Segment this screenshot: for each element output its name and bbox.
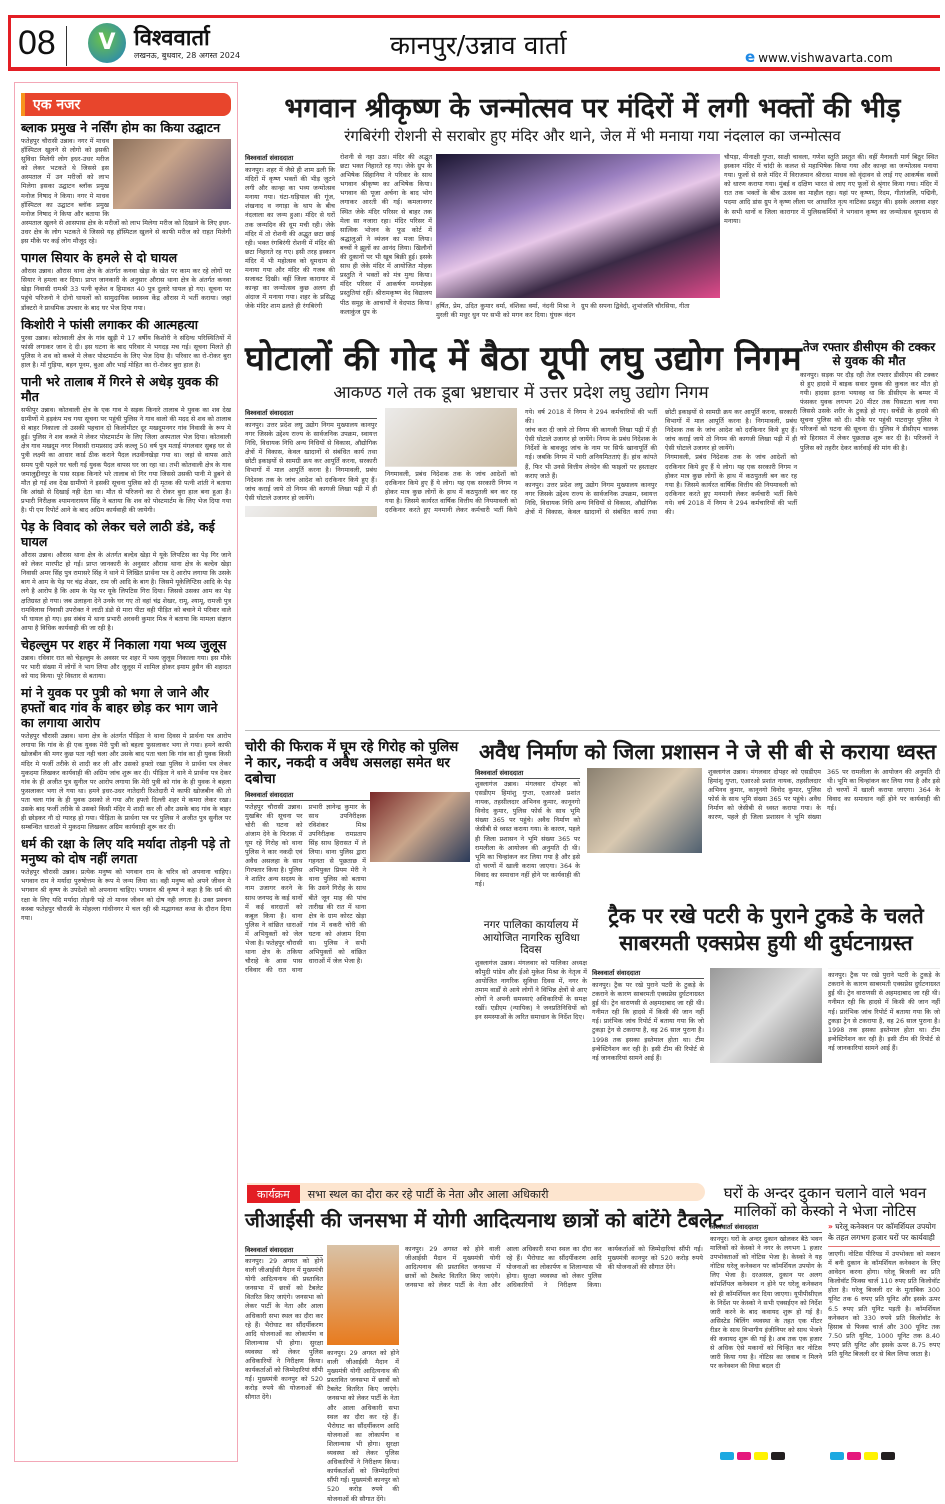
- browser-icon: e: [745, 48, 756, 66]
- second-body-text: कानपुर। उत्तर प्रदेश लघु उद्योग निगम मुख्यालय कानपुर नगर जिसके उद्देश्य राज्य के सार्वजनिक उपक्रम, स्वायत्त निधि, विधायक निधि अन्य निधियों से विकास, औद्योगिक क्षेत्रों में विकास, केवल खादानों से संबंधित कार्य तथा छोटी इकाइयों से सामग्री क्रय कर आपूर्ति करना, सरकारी विभागों में माल आपूर्ति करना है। निगमावली, प्रबंध निदेशक तक के जांच आदेश को दरकिनार किये हुए हैं। जांच कराई जाये तो निगम की कागजी लिखा पढ़ी में ही ऐसी घोटाले उजागर हो जायेंगे।: [525, 408, 797, 517]
- arrested-gang-photo: [370, 792, 470, 862]
- chori-story: [245, 735, 470, 1175]
- gic-story: [245, 1245, 705, 1503]
- byline: विश्ववार्ता संवाददाता: [245, 790, 470, 801]
- gic-body: कानपुर। 29 अगस्त को होने वाली जीआईसी मैदान में मुख्यमंत्री योगी आदित्यनाथ की प्रस्तावित जनसभा में छात्रों को टैबलेट वितरित किए जाएंगे। जनसभा को लेकर पार्टी के नेता और आला अधिकारी सभा स्थल का दौरा कर रहे हैं। भैरोघाट का सौंदर्यीकरण आदि योजनाओं का लोकार्पण व शिलान्यास भी होगा। सुरक्षा व्यवस्था को लेकर पुलिस अधिकारियों ने निरीक्षण किया। कार्यकर्ताओं को जिम्मेदारियां सौंपी गईं। मुख्यमंत्री कानपुर को 520 करोड़ रुपये की योजनाओं की सौगात देंगे।: [405, 1245, 703, 1290]
- second-body-text: जांच करा दी जाये तो निगम की कागजी लिखा पढ़ी में ही ऐसी घोटाले उजागर हो जायेंगे। निगम के प्रबंध निदेशक के निर्देशों के बावजूद जांच के नाम पर सिर्फ खानापूर्ति की गई। जबकि निगम में भारी अनियमितताएं हैं। हांथ कांपते हैं, फिर भी उनसे वित्तीय लेनदेन की फाइलों पर हस्ताक्षर कराए जाते हैं।: [525, 426, 657, 480]
- yogi-adityanath-photo: [327, 1245, 399, 1345]
- gic-headline: जीआईसी की जनसभा में योगी आदित्यनाथ छात्रों को बांटेंगे टैबलेट: [245, 1208, 723, 1232]
- nagar-palika-story: [475, 905, 587, 1175]
- story-body: सफीपुर उन्नाव। कोतवाली क्षेत्र के एक गाव मे सड़क किनारे तालाब मे युवक का शव देख ग्रामीणों मे हड़कंप मच गया सूचना पर पहुंची पुलिस ने गाव वालो की मदद से शव को तालाब से बाहर निकाला तो उसकी पहचान दो किलोमीटर दूर मखदूमनगर गांव निवासी के रूप मे हुई। पुलिस ने शव कब्जे मे लेकर पोस्टमार्टम के लिए जिला अस्पताल भेज दिया। कोतवाली क्षेत्र गाव मखदूम नगर निवासी रामप्रसाद उर्फ कल्लू 50 वर्ष पुत्र मताई मंगलवार सुबह घर से पुत्री लक्ष्मी का आधार कार्ड ठीक कराने पैदल लउवीनखेड़ा गया था। जहां से वापस आते समय पुत्री पहले घर चली गई युवक पैदल वापस घर जा रहा था। तभी कोतवाली क्षेत्र के गाव जमालुद्दीनपुर के पास सड़क किनारे भरे तालाब वो गिर गया जिससे उसकी पानी मे डूबने से मौत हो गई शव देख ग्रामीणो ने इसकी सूचना पुलिस को दी मृतक की पत्नी शांती ने बताया कि आंखो से दिखाई नही देता था। मौत से परिजनो का रो रोकर बुरा हाल बना हुआ है। प्रभारी निरीक्षक श्यामनारायण सिंह ने बताया कि शव को पोस्टमार्टम के लिए भेज दिया गया है। पी एम रिपोर्ट आने के बाद अग्रिम कार्यवाही की जायेगी।: [21, 405, 231, 514]
- yellow-swatch: [754, 1452, 768, 1460]
- lead-body: रोशनी से नहा उठा। मंदिर की अद्भुत छटा भक्त निहारते रह गए। जेके ग्रुप के अभिषेक सिंहानिया ने परिवार के साथ भगवान श्रीकृष्ण का अभिषेक किया। भगवान की पूजा अर्चना के बाद भोग लगाकर आरती की गई। कमलानगर स्थित जेके मंदिर परिसर से बाहर तक मेला सा नजारा रहा। मंदिर परिसर में सात्विक भोजन के फूड कोर्ट में श्रद्धालुओं ने व्यंजन का मजा लिया। बच्चों ने झूलों का आनंद लिया। खिलौनों की दुकानों पर भी खूब बिक्री हुई। इसके साथ ही जेके मंदिर में आयोजित मोहक प्रस्तुति ने भक्तों को मंत्र मुग्ध किया। मंदिर परिसर में आकर्षण मनमोहक प्रस्तुतियां रहीं। श्रीरामकृष्ण वेद विद्यालय पीठ समूह के आचार्यों ने वेदपाठ किया। कलाकुंज ग्रुप के: [340, 153, 432, 316]
- lead-body: कानपुर। शहर में जैसे ही शाम ढली कि मंदिरों में कृष्ण भक्तों की भीड़ जुटने लगी और कान्हा का भव्य जन्मोत्सव मनाया गया। घंटा-घड़ियाल की गूंज, शंखनाद व नगाड़ा के थाप के बीच नंदलाला का जन्म हुआ। मंदिर से घरों तक जन्मदिन की धूम मची रही। जेके मंदिर में तो रोशनी की अद्भुत छटा छाई रही। भक्त रंगबिरंगी रोशनी में मंदिर की छटा निहारते रह गए। इसी तरह इस्कान मंदिर में भी महोत्सव को धूमधाम से मनाया गया और मंदिर की गजब की सजावट दिखी। वहीं जिला कारागार में कान्हा का जन्मोत्सव कुछ अलग ही अंदाज में मनाया गया। शहर के प्रसिद्ध जेके मंदिर शाम ढलते ही रंगबिरंगी: [245, 166, 335, 311]
- story-body: फतेहपुर चौरासी उन्नाव। प्रत्येक मनुष्य को भगवान राम के चरित्र को अपनाना चाहिए। भगवान राम ने मर्यादा पुरुषोत्तम के रूप मे जन्म लिया था। वही मनुष्य को अपने जीवन मे भगवान श्री कृष्ण के उपदेशो को अपनाना चाहिए। भगवान श्री कृष्ण ने कहा है कि धर्म की रक्षा के लिए यदि मर्यादा तोड़नी पड़े तो मानव जीवन को दोष नही लगता है। उक्त प्रवचन कस्बा फतेहपुर चौरासी के मोहल्ला गांधीनगर मे चल रही श्री मद्भागवत कथा के दौरान दिया गया।: [21, 868, 231, 922]
- color-registration-marks: [720, 1452, 785, 1462]
- story-headline: ब्लाक प्रमुख ने नर्सिंग होम का किया उद्घाटन: [21, 120, 221, 135]
- byline: विश्ववार्ता संवाददाता: [475, 768, 580, 779]
- brand-logo: V: [88, 23, 126, 63]
- kesco-notice-story: [710, 1180, 940, 1450]
- sidebar-headline: तेज रफ्तार डीसीएम की टक्कर से युवक की मौत: [802, 340, 936, 369]
- track-headline: ट्रैक पर रखे पटरी के पुराने टुकडे के चलते साबरमती एक्सप्रेस हुयी थी दुर्घटनाग्रस्त: [608, 904, 924, 956]
- karyakram-banner: [247, 1183, 705, 1201]
- second-body-text: निगमावली, प्रबंध निदेशक तक के जांच आदेशों को दरकिनार किये हुए हैं ये लोग। यह एक सरकारी निगम न होकर मात्र कुछ लोगों के हाथ में कठपुतली बन कर रह गया है। जिसमे कार्यरत वार्षिक वित्तीय की नियमावली को दरकिनार करते हुए मनमानी लेकर कर्मचारी भर्ती किये गये। वर्ष 2018 में निगम ने 294 कर्मचारियों की भर्ती की।: [665, 453, 797, 517]
- story-body: औरास उन्नाव। औरास थाना क्षेत्र के अंतर्गत कनवा खेड़ा के खेत पर काम कर रहे लोगों पर सियार ने हमला कर दिया। प्राप्त जानकारी के अनुसार औरास थाना क्षेत्र के अंतर्गत कनवा खेड़ा निवासी रामश्री 33 पत्नी बृजेश व हिमावत 40 पुत्र दुलारे घायल हो गए। सूचना पर पहुंचे परिजनो ने दोनो घायलों को सामुदायिक स्वास्थ्य केंद्र औरास मे भर्ती कराया। जहां डॉक्टरो ने प्राथमिक उपचार के बाद घर भेज दिया गया।: [21, 267, 231, 312]
- nagar-body: शुक्लागंज उन्नाव। मंगलवार को पालिका अध्यक्ष कौमुदी पांडेय और ईओ मुकेश मिश्रा के नेतृत्व में आयोजित नागरिक सुविधा दिवस में, नगर के तमाम वार्डों से आये लोगों ने विभिन्न क्षेत्रों से आए लोगों ने अपनी समस्याएं अधिकारियों के समक्ष रखीं। एडीएम (न्यायिक) ने जनप्रतिनिधियों को इन समस्याओं के त्वरित समाधान के निर्देश दिए।: [475, 958, 587, 1022]
- karyakram-text: सभा स्थल का दौरा कर रहे पार्टी के नेता और आला अधिकारी: [307, 1188, 549, 1201]
- black-swatch: [881, 1452, 895, 1460]
- temple-dance-photo: [436, 154, 720, 298]
- section-title: कानपुर/उन्नाव वार्ता: [390, 31, 567, 61]
- kesco-body: कानपुर। घरों के अन्दर दुकान खोलकर बैठे भवन मालिकों को केस्को ने नगर के लगभग 1 हजार उपभोक्ताओं को नोटिस भेजा है। केस्को ने यह नोटिस घरेलू कनेक्शन पर कॉमर्शियल उपयोग के लिए भेजा है। दरअसल, दुकान पर अलग कॉमर्शियल कनेक्शन न होने पर घरेलू कनेक्शन को ही कॉमर्शियल कर दिया जाएगा। यूपीपीसीएल के निर्देश पर केस्को ने सभी एक्सईएन को निर्देश जारी करने के बाद कवायद शुरू हो गई है। असिस्टेड बिलिंग व्यवस्था के तहत एक मीटर रीडर के साथ विभागीय इंजीनियर को साथ भेजने की कवायद शुरू की गई है। अब तक एक हजार से अधिक ऐसे मकानों को चिन्हित कर नोटिस जारी किया गया है। नोटिस का जवाब न मिलने पर कनेक्शन की विधा बदल दी: [710, 1235, 822, 1371]
- story-headline: चेहल्लुम पर शहर में निकाला गया भव्य जुलूस: [21, 636, 227, 652]
- divider: [66, 26, 67, 66]
- avaidh-body: शुक्लागंज उन्नाव। मंगलवार दोपहर को एसडीएम हिमांशु गुप्ता, एआरओ प्रशांत नायक, तहसीलदार अभिनव कुमार, कानूनगो विनोद कुमार, पुलिस फोर्स के साथ भूमि संख्या 365 पर पहुंचे। अवैध निर्माण को जेसीबी से ध्वस्त कराया गया। के कारण, पहले ही जिला प्रशासन ने भूमि संख्या 365 पर रामलीला के आयोजन की अनुमति दी थी। भूमि का चिन्हांकन कर लिया गया है और इसे दो चरणों में खाली कराया जाएगा। 364 के विवाद का समाधान नहीं होने पर कार्यवाही की गई।: [475, 780, 580, 889]
- gic-body: कानपुर। 29 अगस्त को होने वाली जीआईसी मैदान में मुख्यमंत्री योगी आदित्यनाथ की प्रस्तावित जनसभा में छात्रों को टैबलेट वितरित किए जाएंगे। जनसभा को लेकर पार्टी के नेता और आला अधिकारी सभा स्थल का दौरा कर रहे हैं। भैरोघाट का सौंदर्यीकरण आदि योजनाओं का लोकार्पण व शिलान्यास भी होगा। सुरक्षा व्यवस्था को लेकर पुलिस अधिकारियों ने निरीक्षण किया। कार्यकर्ताओं को जिम्मेदारियां सौंपी गईं। मुख्यमंत्री कानपुर को 520 करोड़ रुपये की योजनाओं की सौगात देंगे।: [245, 1257, 323, 1402]
- divider: [245, 730, 940, 731]
- track-body: कानपुर। ट्रैक पर रखे पुराने पटरी के टुकड़े के टकराने के कारण साबरमती एक्सप्रेस दुर्घटनाग्रस्त हुई थी। ट्रेन वाराणसी से अहमदाबाद जा रही थी। गनीमत रही कि हादसे में किसी की जान नहीं गई। प्रारंभिक जांच रिपोर्ट में बताया गया कि जो टुकड़ा ट्रेन से टकराया है, वह 26 साल पुराना है। 1998 तक इसका इस्तेमाल होता था। टीम इन्वेस्टिगेशन कर रही है। इसी टीम की रिपोर्ट से नई जानकारियां सामने आई हैं।: [592, 981, 704, 1062]
- page-number: 08: [18, 24, 56, 62]
- gic-body: कानपुर। 29 अगस्त को होने वाली जीआईसी मैदान में मुख्यमंत्री योगी आदित्यनाथ की प्रस्तावित जनसभा में छात्रों को टैबलेट वितरित किए जाएंगे। जनसभा को लेकर पार्टी के नेता और आला अधिकारी सभा स्थल का दौरा कर रहे हैं। भैरोघाट का सौंदर्यीकरण आदि योजनाओं का लोकार्पण व शिलान्यास भी होगा। सुरक्षा व्यवस्था को लेकर पुलिस अधिकारियों ने निरीक्षण किया। कार्यकर्ताओं को जिम्मेदारियां सौंपी गईं। मुख्यमंत्री कानपुर को 520 करोड़ रुपये की योजनाओं की सौगात देंगे।: [327, 1349, 399, 1503]
- second-headline: घोटालों की गोद में बैठा यूपी लघु उद्योग निगम: [245, 339, 802, 379]
- pull-quote: [828, 1222, 940, 1247]
- lead-subhead: रंगबिरंगी रोशनी से सराबोर हुए मंदिर और थाने, जेल में भी मनाया गया नंदलाल का जन्मोत्सव: [344, 127, 841, 145]
- byline: विश्ववार्ता संवाददाता: [245, 1245, 323, 1256]
- karyakram-tag: कार्यक्रम: [247, 1185, 300, 1203]
- lead-headline: भगवान श्रीकृष्ण के जन्मोत्सव पर मंदिरों में लगी भक्तों की भीड़: [284, 93, 901, 124]
- avaidh-story: [475, 768, 940, 900]
- kesco-body: जाएगी। नोटिस पीरियड में उपभोक्ता को मकान में बनी दुकान के कॉमर्शियल कनेक्शन के लिए आवेदन करना होगा। घरेलू बिजली का प्रति किलोवॉट फिक्स चार्ज 110 रुपए प्रति किलोवॉट होता है। घरेलू बिजली दर के मुताबिक 300 यूनिट तक 6 रुपए प्रति यूनिट और इसके ऊपर 6.5 रुपए प्रति यूनिट पड़ती है। कॉमर्शियल कनेक्शन को 330 रुपये प्रति किलोवॉट के हिसाब से फिक्स चार्ज और 300 यूनिट तक 7.50 प्रति यूनिट, 1000 यूनिट तक 8.40 रुपए प्रति यूनिट और इसके ऊपर 8.75 रुपए प्रति यूनिट बिजली दर से बिल लिया जाता है।: [828, 1250, 940, 1359]
- story-body: उन्नाव। रविवार रात को चेहल्लुम के अवसर पर शहर में भव्य जुलूस निकाला गया। इस मौके पर भारी संख्या में लोगों ने भाग लिया और जुलूस में शामिल होकर इमाम हुसैन की शहादत को याद किया। पूरे विस्तार से बताया।: [21, 653, 231, 681]
- story-body: औरास उन्नाव। औरास थाना क्षेत्र के अंतर्गत बल्देव खेड़ा मे यूके लिपटिस का पेड़ गिर जाने को लेकर मारपीट हो गई। प्राप्त जानकारी के अनुसार औरास थाना क्षेत्र के बल्देव खेड़ा निवासी अमर सिंह पुत्र रामासरे सिंह ने थाने मे लिखित प्रार्थना पत्र दे आरोप लगाया कि उसके बाग मे आम के पेड़ पर चंद्र शेखर, राम जी आदि के बाग है। जिसमे यूकेलिप्टिस आदि के पेड़ लगे है आरोप है कि आम के पेड़ पर यूके लिपटिस गिरा दिया। जिससे उसका आम का पेड़ क्षतिग्रस्त हो गया। जब उलाहना देने उनके घर गए तो वहां चंद्र शेखर, रामू, श्यामू, रामजी पुत्र रामविलास निवासी उपरोक्त ने लाठी डंडो से मारा पीटा वही पीड़ित को बचाने मे परिवार वाले भी घायल हो गए। इस संबंध मे थाना प्रभारी अरवनी कुमार मिश्र ने बताया कि मामला संज्ञान आया है विधिक कार्यवाही की जा रही है।: [21, 551, 231, 632]
- story-headline: किशोरी ने फांसी लगाकर की आत्महत्या: [21, 316, 198, 332]
- chevron-right-icon: »: [828, 1222, 833, 1231]
- nagar-headline: नगर पालिका कार्यालय में आयोजित नागरिक सुविधा दिवस: [482, 919, 580, 957]
- lead-col-1: [245, 153, 335, 328]
- second-body-text: निगमावली, प्रबंध निदेशक तक के जांच आदेशों को दरकिनार किये हुए हैं ये लोग। यह एक सरकारी निगम न होकर मात्र कुछ लोगों के हाथ में कठपुतली बन कर रह गया है। जिसमे कार्यरत वार्षिक वित्तीय की नियमावली को दरकिनार करते हुए मनमानी लेकर कर्मचारी भर्ती किये गये। वर्ष 2018 में निगम ने 294 कर्मचारियों की भर्ती की।: [385, 408, 657, 515]
- story-body: फतेहपुर चौरासी उन्नाव। नगर में माधव हॉस्पिटल खुलने से लोगो को इसकी सुविधा मिलेगी लोग इधर-उधर मरीज को लेकर भटकते थे जिससे इस अस्पताल में उन मरीजों को लाभ मिलेगा इसका उद्घाटन ब्लॉक प्रमुख मनोज निषाद ने किया। नगर मे माधव हॉस्पिटल का उद्घाटन ब्लॉक प्रमुख मनोज निषाद ने किया और बताया कि अस्पताल खुलने से आसपास क्षेत्र के मरीजों को लाभ मिलेगा मरीज को दिखाने के लिए इधर-उधर क्षेत्र के लोग भटकते थे जिससे यह हॉस्पिटल खुलने से काफी मरीज को राहत मिलेगी इस मौके पर कई लोग मौजूद रहे।: [21, 137, 231, 246]
- chori-body: फतेहपुर चौरासी उन्नाव। मुखबिर की सूचना पर चोरी की घटना को अंजाम देने के फिराक में घूम रहे गिरोह को थाना पुलिस ने कार नकदी एवं अवैध असलहा के साथ गिरफ्तार किया है। पुलिस ने शातिर अन्य सदस्य के नाम उजागर करने के साथ जनपद के कई थानों में कई वारदातों को कबूल किया है। थाना पुलिस ने वांछित धाराओं में अभियुक्तों को जेल भेजा है। फतेहपुर चौरासी थाना क्षेत्र के तकिया चौराहे के आस पास रविवार की रात थाना प्रभारी ज्ञानेन्द्र कुमार के साथ उपनिरीक्षक रविशंकर मिश्र उपनिरीक्षक रामप्रताप सिंह साथ हिरासत में ले लिया। थाना पुलिस द्वारा गहनता से पूछताछ में अभियुक्त प्रियम मेरी ने थाना पुलिस को बताया कि उसने गिरोह के साथ बीते जून माह की पांच तारीख की रात में थाना क्षेत्र के ग्राम कोरट खेड़ा गांव में वकरी चोरी की घटना को अंजाम दिया था। पुलिस ने सभी अभियुक्तों को वांछित धाराओं में जेल भेजा है।: [245, 802, 366, 975]
- website-link[interactable]: [745, 48, 893, 66]
- kesco-headline: घरों के अन्दर दुकान चलाने वाले भवन मालिकों को केस्को ने भेजा नोटिस: [723, 1184, 927, 1220]
- track-body: कानपुर। ट्रैक पर रखे पुराने पटरी के टुकड़े के टकराने के कारण साबरमती एक्सप्रेस दुर्घटनाग्रस्त हुई थी। ट्रेन वाराणसी से अहमदाबाद जा रही थी। गनीमत रही कि हादसे में किसी की जान नहीं गई। प्रारंभिक जांच रिपोर्ट में बताया गया कि जो टुकड़ा ट्रेन से टकराया है, वह 26 साल पुराना है। 1998 तक इसका इस्तेमाल होता था। टीम इन्वेस्टिगेशन कर रही है। इसी टीम की रिपोर्ट से नई जानकारियां सामने आई हैं।: [828, 971, 940, 1052]
- avaidh-body: शुक्लागंज उन्नाव। मंगलवार दोपहर को एसडीएम हिमांशु गुप्ता, एआरओ प्रशांत नायक, तहसीलदार अभिनव कुमार, कानूनगो विनोद कुमार, पुलिस फोर्स के साथ भूमि संख्या 365 पर पहुंचे। अवैध निर्माण को जेसीबी से ध्वस्त कराया गया। के कारण, पहले ही जिला प्रशासन ने भूमि संख्या 365 पर रामलीला के आयोजन की अनुमति दी थी। भूमि का चिन्हांकन कर लिया गया है और इसे दो चरणों में खाली कराया जाएगा। 364 के विवाद का समाधान नहीं होने पर कार्यवाही की गई।: [708, 768, 940, 822]
- brand-name: विश्ववार्ता: [134, 26, 210, 51]
- dcm-sidebar: [800, 336, 938, 726]
- second-subhead: आकण्ठ गले तक डूबा भ्रष्टाचार में उत्तर प्रदेश लघु उद्योग निगम: [333, 383, 709, 403]
- demolition-officials-photo: [587, 768, 702, 853]
- ek-nazar-label: एक नजर: [21, 93, 231, 116]
- chori-headline: चोरी की फिराक में घूम रहे गिरोह को पुलिस ने कार, नकदी व अवैध असलहा समेत धर दबोचा: [245, 739, 459, 788]
- second-body-text: कानपुर। उत्तर प्रदेश लघु उद्योग निगम मुख्यालय कानपुर नगर जिसके उद्देश्य राज्य के सार्वजनिक उपक्रम, स्वायत्त निधि, विधायक निधि अन्य निधियों से विकास, औद्योगिक क्षेत्रों में विकास, केवल खादानों से संबंधित कार्य तथा छोटी इकाइयों से सामग्री क्रय कर आपूर्ति करना, सरकारी विभागों में माल आपूर्ति करना है। निगमावली, प्रबंध निदेशक तक के जांच आदेश को दरकिनार किये हुए हैं। जांच कराई जाये तो निगम की कागजी लिखा पढ़ी में ही ऐसी घोटाले उजागर हो जायेंगे।: [245, 421, 377, 502]
- lead-body: चौपड़ा, मीनाक्षी गुप्ता, साक्षी चावला, गणेश स्तुति प्रस्तुत की। वहीं मैनावती मार्ग बिठूर स्थित इस्कान मंदिर में चांदी के कलश से महाभिषेक किया गया और कान्हा का जन्मोत्सव मनाया गया। फूलों से सजे मंदिर में विराजमान श्रीराधा माधव को वृंदावन से लाई गए आकर्षक वस्त्रों को धारण कराया गया। मुंबई व दक्षिण भारत से लाए गए फूलों से श्रृंगार किया गया। मंदिर में रात तक भक्तों के बीच उत्सव का माहौल रहा। यहां पर कृष्णा, रिदम, गीतांजलि, पद्मिनी, पदमा आदि डांस ग्रुप ने कृष्ण लीला पर आधारित नृत्य नाटिका प्रस्तुत की। इसके अलावा शहर के सभी थानों व जिला कारागार में पुलिसकर्मियों ने भगवान कृष्ण का जन्मोत्सव धूमधाम से मनाया।: [724, 153, 938, 225]
- byline: विश्ववार्ता संवाददाता: [592, 968, 704, 979]
- magenta-swatch: [737, 1452, 751, 1460]
- lead-body: हर्षित, प्रेम, उदित कुमार वर्मा, वंशिका वर्मा, नंदनी मिश्रा ने मुरली की मधुर धुन पर सभी को मगन कर दिया। घुंघरू वंदन ग्रुप की सपना द्विवेदी, शुभांजलि चौरसिया, गीता: [436, 302, 690, 320]
- byline: विश्ववार्ता संवाददाता: [245, 153, 335, 164]
- story-headline: धर्म की रक्षा के लिए यदि मर्यादा तोड़नी पड़े तो मनुष्य को दोष नहीं लगता: [21, 836, 231, 867]
- ek-nazar-column: [14, 82, 238, 1462]
- story-headline: पेड़ के विवाद को लेकर चले लाठी डंडे, कई घायल: [21, 519, 215, 550]
- story-headline: मां ने युवक पर पुत्री को भगा ले जाने और हफ्तों बाद गांव के बाहर छोड़ कर भाग जाने का लगाया आरोप: [21, 685, 218, 731]
- yellow-swatch: [864, 1452, 878, 1460]
- byline: विश्ववार्ता संवाददाता: [245, 408, 377, 419]
- sidebar-body: कानपुर। सड़क पर दौड़ रही तेज रफ्तार डीसीएम की टक्कर से हुए हादसे में बाइक सवार युवक की कुचल कर मौत हो गयी। हादसा इतना भयावह था कि डीसीएम के बम्पर में फंसकर युवक लगभग 20 मीटर तक घिसटता चला गया जिससे उसके शरीर के टुकड़े हो गए। सचेंडी के हादसे की सूचना पुलिस को दी। मौके पर पहुंची पाटरापुर पुलिस ने परिजनों को घटना की सूचना दी। पुलिस ने डीसीएम चालक को हिरासत में लेकर पूछताछ शुरू कर दी है। परिजनों ने पुलिस को तहरीर देकर कार्रवाई की मांग की है।: [800, 370, 938, 452]
- story-body: पुरवा उन्नाव। कोतवाली क्षेत्र के गांव खुड़ी मे 17 वर्षीय किशोरी ने संदिग्ध परिस्थितियों में फांसी लगाकर जान दे दी। इस घटना के बाद परिवार मे भगदड़ मच गई। सूचना मिलते ही पुलिस ने शव को कब्जे मे लेकर पोस्टमार्टम के लिए भेज दिया है। परिवार का रो-रोकर बुरा हाल है। माँ गुड़िया, बहन पूनम, बुआ और भाई मोहित का रो-रोकर बुरा हाल है।: [21, 333, 231, 369]
- dateline: लखनऊ, बुधवार, 28 अगस्त 2024: [134, 51, 241, 60]
- cyan-swatch: [720, 1452, 734, 1460]
- byline: विश्ववार्ता संवाददाता: [710, 1222, 822, 1233]
- cyan-swatch: [830, 1452, 844, 1460]
- black-swatch: [771, 1452, 785, 1460]
- story-headline: पागल सियार के हमले से दो घायल: [21, 250, 178, 266]
- magenta-swatch: [847, 1452, 861, 1460]
- ribbon-cutting-photo: [113, 139, 231, 209]
- story-headline: पानी भरे तालाब में गिरने से अधेड़ युवक की मौत: [21, 373, 219, 404]
- story-body: फतेहपुर चौरासी उन्नाव। थाना क्षेत्र के अंतर्गत पीड़िता ने थाना दिवस मे प्रार्थना पत्र आरोप लगाया कि गांव के ही एक युवक मेरी पुत्री को बहला फुसलाकर भगा ले गया। हमने काफी खोजबीन की मगर कुछ पता नही चला और उसके बाद पता चला कि गांव का ही युवक किसी मंदिर मे फर्जी तरीके से शादी कर ली और उसको हफ्तो रखा पुलिस ने प्रार्थना पत्र लेकर मुकदमा लिखकर कार्यवाही की अग्रिम जांच शुरू कर दी। पीड़िता ने थाने मे प्रार्थना पत्र देकर गांव के ही अजीत पुत्र सुनील पर आरोप लगाया कि मेरी पुत्री को गांव के ही युवक ने बहला फुसलाकर भगा ले गया था। हमने इधर-उधर नातेदारी रिश्तेदारी मे काफी खोजबीन की तो पता चला गांव के ही युवक उसको ले गया और हफ्तो दिल्ली शहर मे कमरा लेकर रखा। उसके बाद फर्जी तरीके से उसको किसी मंदिर मे शादी कर ली और उसके बाद गांव के बाहर ही छोड़कर नौ दो ग्यारह हो गया। पीड़िता के प्रार्थना पत्र पर पुलिस ने अजीत पुत्र सुनील पर सम्बन्धित धाराओ मे मुकदमा लिखकर अग्रिम कार्यवाही शुरू कर दी।: [21, 732, 231, 832]
- color-registration-marks: [830, 1452, 895, 1462]
- second-body: [245, 408, 797, 726]
- website-url: www.vishwavarta.com: [758, 51, 893, 65]
- avaidh-headline: अवैध निर्माण को जिला प्रशासन ने जे सी बी से कराया ध्वस्त: [478, 740, 937, 764]
- track-story: [592, 968, 940, 1176]
- pull-quote-text: घरेलू कनेक्शन पर कॉमर्शियल उपयोग के तहत लगभग हजार घरों पर कार्यवाही: [828, 1222, 936, 1242]
